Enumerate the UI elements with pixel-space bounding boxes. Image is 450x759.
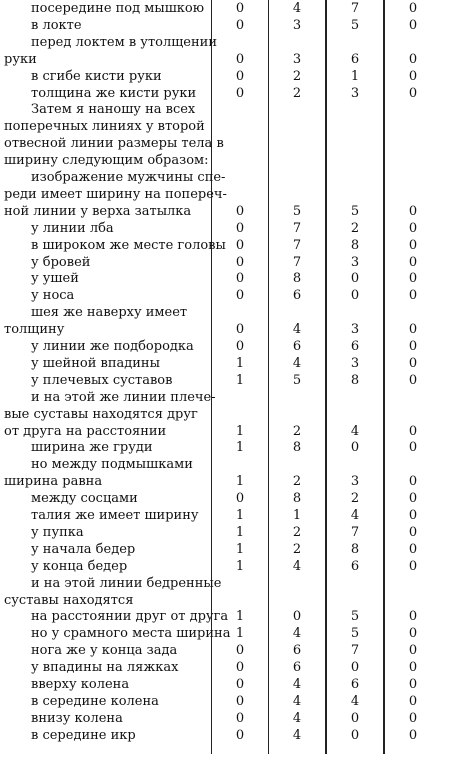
value-cell: 7 [292,237,302,253]
table-row [0,101,450,118]
value-cell: 0 [350,271,360,287]
table-row [0,169,450,186]
value-cell: 0 [408,271,418,287]
value-cell: 5 [292,372,302,388]
value-cell: 0 [408,626,418,642]
value-cell: 0 [408,660,418,676]
row-label: у впадины на ляжках [31,660,179,676]
row-label: в середине колена [31,693,159,709]
value-cell: 0 [350,440,360,456]
row-label: изображение мужчины спе- [31,170,226,185]
row-label: нога же у конца зада [31,643,178,659]
value-cell: 0 [235,85,245,101]
value-cell: 0 [408,339,418,354]
value-cell: 2 [292,85,302,101]
value-cell: 6 [350,677,360,692]
row-label: реди имеет ширину на попереч- [4,186,227,202]
value-cell: 0 [408,677,418,692]
value-cell: 7 [350,524,360,540]
value-cell: 5 [350,626,360,642]
value-cell: 2 [350,491,360,507]
value-cell: 0 [235,288,245,304]
value-cell: 5 [292,203,302,219]
value-cell: 1 [235,508,245,523]
table-row [0,338,450,355]
row-label: внизу колена [31,710,123,726]
row-label: талия же имеет ширину [31,508,199,523]
value-cell: 1 [235,372,245,388]
row-label: Затем я наношу на всех [31,102,196,118]
value-cell: 1 [235,558,245,574]
value-cell: 0 [408,440,418,456]
row-label: в локте [31,17,82,33]
value-cell: 0 [235,322,245,338]
value-cell: 4 [292,710,302,726]
value-cell: 5 [350,17,360,33]
row-label: в сгибе кисти руки [31,68,162,84]
value-cell: 0 [408,558,418,574]
value-cell: 0 [408,372,418,388]
table-row [0,220,450,237]
table-row [0,575,450,592]
value-cell: 0 [408,474,418,490]
value-cell: 0 [408,254,418,270]
table-row [0,51,450,68]
value-cell: 0 [235,693,245,709]
row-label: и на этой линии бедренные [31,575,222,591]
table-row [0,389,450,406]
table-row [0,304,450,321]
value-cell: 6 [292,660,302,676]
value-cell: 2 [292,68,302,84]
value-cell: 0 [235,491,245,507]
table-row [0,186,450,203]
value-cell: 0 [408,220,418,236]
value-cell: 0 [408,524,418,540]
table-row [0,710,450,727]
row-label: вверху колена [31,677,130,692]
value-cell: 0 [235,660,245,676]
value-cell: 4 [350,423,360,439]
table-row [0,85,450,102]
table-row [0,524,450,541]
row-label: толщину [4,322,65,338]
value-cell: 0 [408,85,418,101]
row-label: толщина же кисти руки [31,85,197,101]
row-label: ширину следующим образом: [4,153,209,169]
value-cell: 8 [292,271,302,287]
value-cell: 0 [408,541,418,557]
row-label: в середине икр [31,727,136,743]
value-cell: 3 [292,17,302,33]
table-row [0,608,450,625]
row-label: у ушей [31,271,79,287]
value-cell: 0 [235,254,245,270]
value-cell: 0 [408,237,418,253]
table-row [0,490,450,507]
value-cell: 0 [235,677,245,692]
table-row [0,17,450,34]
value-cell: 8 [350,372,360,388]
row-label: но у срамного места ширина [31,626,231,642]
value-cell: 0 [408,491,418,507]
value-cell: 8 [292,440,302,456]
table-row [0,423,450,440]
row-label: у плечевых суставов [31,372,173,388]
table-row [0,592,450,609]
value-cell: 1 [292,508,302,523]
value-cell: 3 [350,254,360,270]
value-cell: 0 [292,609,302,625]
row-label: от друга на расстоянии [4,423,167,439]
table-row [0,0,450,17]
table-row [0,135,450,152]
row-label: но между подмышками [31,457,193,473]
row-label: вые суставы находятся друг [4,406,198,422]
value-cell: 1 [235,524,245,540]
value-cell: 3 [350,474,360,490]
value-cell: 0 [235,710,245,726]
value-cell: 0 [350,288,360,304]
value-cell: 8 [350,541,360,557]
value-cell: 4 [292,355,302,371]
table-row [0,34,450,51]
table-row [0,507,450,524]
value-cell: 0 [350,710,360,726]
value-cell: 7 [292,254,302,270]
value-cell: 1 [235,423,245,439]
value-cell: 0 [235,1,245,16]
value-cell: 7 [350,643,360,659]
value-cell: 0 [235,17,245,33]
value-cell: 0 [408,710,418,726]
table-row [0,625,450,642]
value-cell: 0 [235,727,245,743]
row-label: поперечных линиях у второй [4,119,205,135]
row-label: в широком же месте головы [31,237,226,253]
table-row [0,287,450,304]
value-cell: 0 [235,643,245,659]
value-cell: 0 [408,1,418,16]
row-label: и на этой же линии плече- [31,389,216,405]
value-cell: 2 [292,423,302,439]
row-label: шея же наверху имеет [31,305,188,321]
value-cell: 6 [292,643,302,659]
table-row [0,203,450,220]
table-row [0,355,450,372]
table-row [0,237,450,254]
table-row [0,406,450,423]
value-cell: 0 [408,288,418,304]
value-cell: 0 [235,339,245,354]
value-cell: 0 [235,237,245,253]
value-cell: 3 [350,85,360,101]
row-label: у шейной впадины [31,355,160,371]
value-cell: 0 [235,51,245,67]
value-cell: 0 [235,271,245,287]
row-label: перед локтем в утолщении [31,34,217,50]
value-cell: 4 [292,558,302,574]
value-cell: 1 [235,609,245,625]
row-label: у пупка [31,524,84,540]
value-cell: 0 [350,727,360,743]
table-row [0,693,450,710]
value-cell: 1 [235,541,245,557]
value-cell: 1 [350,68,360,84]
table-row [0,321,450,338]
table-row [0,152,450,169]
table-row [0,541,450,558]
row-label: у линии лба [31,220,114,236]
row-label: у бровей [31,254,91,270]
value-cell: 2 [292,541,302,557]
value-cell: 0 [408,51,418,67]
value-cell: 1 [235,355,245,371]
value-cell: 3 [350,355,360,371]
value-cell: 6 [350,339,360,354]
table-row [0,456,450,473]
table-row [0,439,450,456]
value-cell: 7 [292,220,302,236]
table-row [0,254,450,271]
value-cell: 0 [408,423,418,439]
row-label: посередине под мышкою [31,1,205,16]
table-row [0,659,450,676]
table-row [0,558,450,575]
table-row [0,473,450,490]
table-row [0,727,450,744]
row-label: отвесной линии размеры тела в [4,136,224,152]
value-cell: 2 [350,220,360,236]
value-cell: 0 [235,203,245,219]
table-row [0,118,450,135]
value-cell: 2 [292,474,302,490]
value-cell: 0 [235,68,245,84]
value-cell: 8 [292,491,302,507]
value-cell: 2 [292,524,302,540]
value-cell: 0 [408,693,418,709]
value-cell: 4 [292,727,302,743]
row-label: на расстоянии друг от друга [31,609,229,625]
value-cell: 6 [350,558,360,574]
value-cell: 0 [408,355,418,371]
value-cell: 1 [235,440,245,456]
value-cell: 0 [408,609,418,625]
value-cell: 4 [292,677,302,692]
value-cell: 0 [408,17,418,33]
table-row [0,372,450,389]
value-cell: 6 [292,339,302,354]
row-label: у конца бедер [31,558,128,574]
value-cell: 7 [350,1,360,16]
value-cell: 4 [292,1,302,16]
value-cell: 0 [350,660,360,676]
value-cell: 8 [350,237,360,253]
value-cell: 0 [408,643,418,659]
row-label: ширина же груди [31,440,153,456]
row-label: у носа [31,288,75,304]
row-label: между сосцами [31,491,138,507]
value-cell: 0 [408,68,418,84]
value-cell: 0 [408,322,418,338]
value-cell: 4 [292,626,302,642]
value-cell: 5 [350,203,360,219]
table-row [0,676,450,693]
value-cell: 4 [350,508,360,523]
value-cell: 4 [350,693,360,709]
row-label: суставы находятся [4,592,134,608]
value-cell: 0 [235,220,245,236]
value-cell: 3 [350,322,360,338]
table-row [0,642,450,659]
row-label: у начала бедер [31,541,136,557]
value-cell: 1 [235,474,245,490]
table-row [0,270,450,287]
value-cell: 3 [292,51,302,67]
row-label: ширина равна [4,474,103,490]
value-cell: 1 [235,626,245,642]
value-cell: 0 [408,203,418,219]
value-cell: 4 [292,693,302,709]
value-cell: 5 [350,609,360,625]
value-cell: 0 [408,508,418,523]
row-label: у линии же подбородка [31,339,194,354]
table-row [0,68,450,85]
row-label: ной линии у верха затылка [4,203,192,219]
value-cell: 4 [292,322,302,338]
row-label: руки [4,51,37,67]
value-cell: 0 [408,727,418,743]
value-cell: 6 [292,288,302,304]
value-cell: 6 [350,51,360,67]
